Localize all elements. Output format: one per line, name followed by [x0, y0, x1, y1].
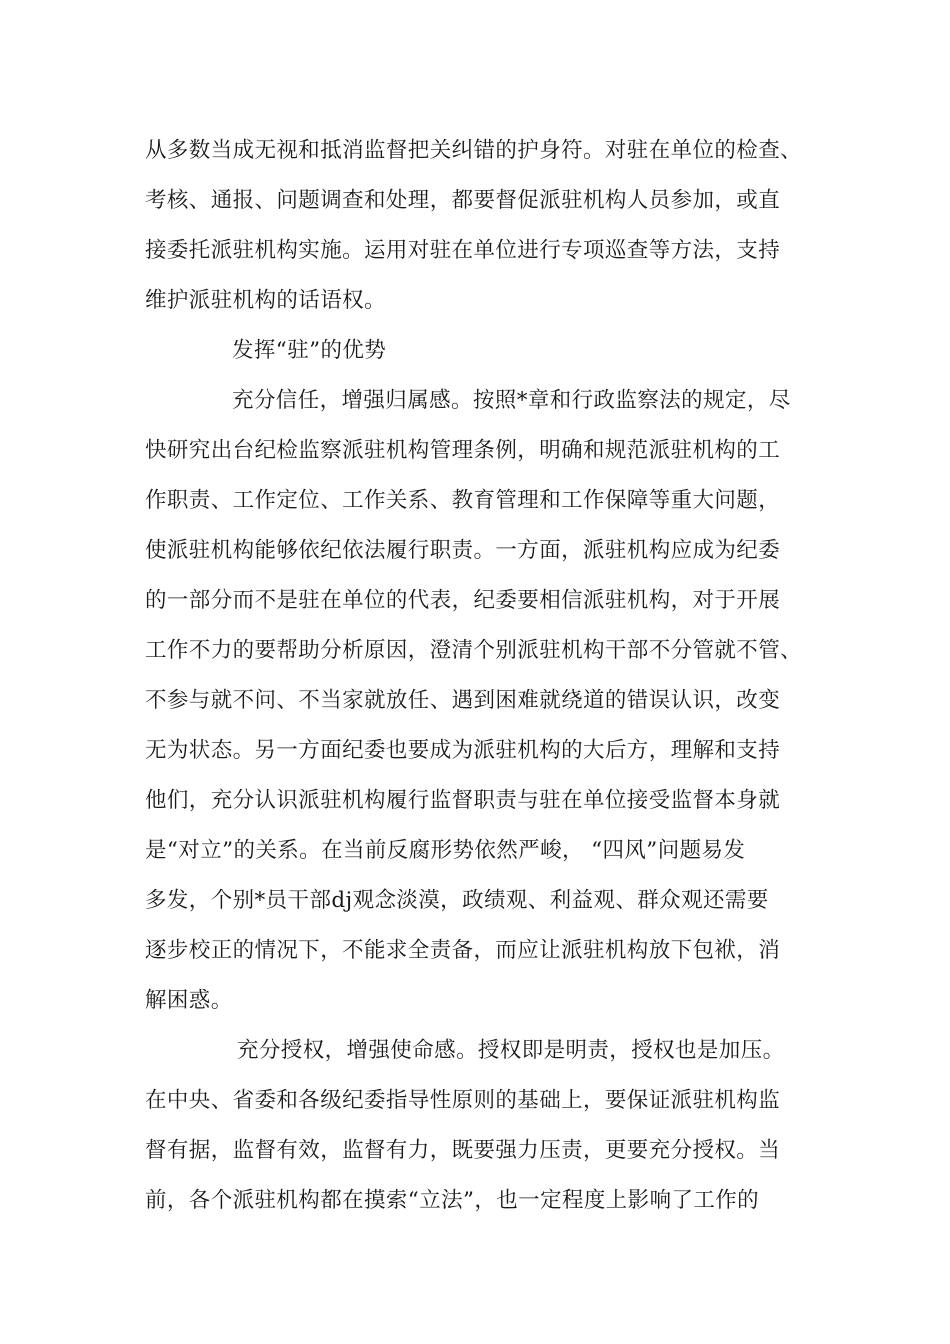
paragraph-line: 充分授权，增强使命感。授权即是明责，授权也是加压。 [237, 1038, 785, 1063]
paragraph-line: 督有据，监督有效，监督有力，既要强力压责，更要充分授权。当 [145, 1138, 781, 1163]
section-heading: 发挥“驻”的优势 [232, 338, 387, 363]
paragraph-line: 从多数当成无视和抵消监督把关纠错的护身符。对驻在单位的检查、 [145, 138, 803, 163]
paragraph-line: 逐步校正的情况下，不能求全责备，而应让派驻机构放下包袱，消 [145, 938, 781, 963]
paragraph-line: 是“对立”的关系。在当前反腐形势依然严峻， “四风”问题易发 [145, 838, 746, 863]
paragraph-line: 前，各个派驻机构都在摸索“立法”，也一定程度上影响了工作的 [145, 1188, 760, 1213]
paragraph-line: 作职责、工作定位、工作关系、教育管理和工作保障等重大问题， [145, 488, 781, 513]
paragraph-line: 考核、通报、问题调查和处理，都要督促派驻机构人员参加，或直 [145, 188, 781, 213]
paragraph-line: 维护派驻机构的话语权。 [145, 288, 386, 313]
paragraph-line: 多发，个别*员干部dj观念淡漠，政绩观、利益观、群众观还需要 [145, 888, 769, 913]
paragraph-line: 工作不力的要帮助分析原因，澄清个别派驻机构干部不分管就不管、 [145, 638, 803, 663]
paragraph-line: 他们，充分认识派驻机构履行监督职责与驻在单位接受监督本身就 [145, 788, 781, 813]
paragraph-line: 解困惑。 [145, 988, 233, 1013]
paragraph-line: 使派驻机构能够依纪依法履行职责。一方面，派驻机构应成为纪委 [145, 538, 781, 563]
paragraph-line: 的一部分而不是驻在单位的代表，纪委要相信派驻机构，对于开展 [145, 588, 781, 613]
paragraph-line: 快研究出台纪检监察派驻机构管理条例，明确和规范派驻机构的工 [145, 438, 781, 463]
paragraph-line: 无为状态。另一方面纪委也要成为派驻机构的大后方，理解和支持 [145, 738, 781, 763]
paragraph-line: 不参与就不问、不当家就放任、遇到困难就绕道的错误认识，改变 [145, 688, 781, 713]
paragraph-line: 在中央、省委和各级纪委指导性原则的基础上，要保证派驻机构监 [145, 1088, 781, 1113]
paragraph-line: 充分信任，增强归属感。按照*章和行政监察法的规定，尽 [232, 388, 791, 413]
paragraph-line: 接委托派驻机构实施。运用对驻在单位进行专项巡查等方法，支持 [145, 238, 781, 263]
